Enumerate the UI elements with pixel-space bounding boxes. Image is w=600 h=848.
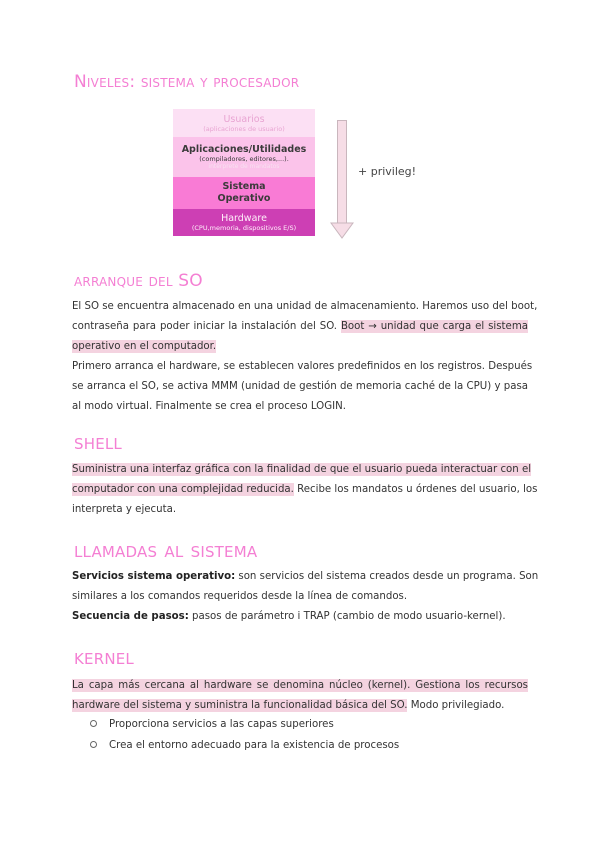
- layer-title-2: Operativo: [217, 193, 271, 204]
- layer-subtitle: (compiladores, editores,...).: [199, 155, 289, 163]
- privilege-arrow-shaft: [337, 120, 347, 226]
- section-heading-shell: shell: [74, 430, 122, 455]
- list-item-text: Proporciona servicios a las capas superiores: [109, 719, 334, 730]
- text-line: El SO se encuentra almacenado en una unidad de almacenamiento. Haremos uso del boot,: [72, 301, 538, 312]
- kernel-paragraph: [72, 676, 528, 716]
- list-item: [90, 736, 399, 756]
- layer-title: Hardware: [221, 213, 267, 224]
- layer-title: Sistema: [222, 181, 266, 192]
- text-line: [72, 460, 532, 480]
- section-heading-arranque: arranque del SO: [74, 271, 203, 291]
- text-line: [72, 337, 528, 357]
- layer-hardware: [173, 209, 315, 236]
- text-line: al modo virtual. Finalmente se crea el proceso LOGIN.: [72, 401, 346, 412]
- layer-title: Usuarios: [223, 113, 265, 125]
- text-run: Recibe los mandatos u órdenes del usuario, los: [293, 484, 538, 495]
- text-line: [72, 676, 528, 696]
- highlight-shell-2: computador con una complejidad reducida.: [72, 484, 294, 495]
- highlight-shell-1: Suministra una interfaz gráfica con la finalidad de que el usuario pueda interactuar con el: [72, 464, 532, 475]
- privilege-label: + privileg!: [358, 165, 417, 178]
- arranque-paragraph: [72, 297, 538, 417]
- layer-aplicaciones: [173, 137, 315, 177]
- layer-usuarios: [173, 109, 315, 137]
- text-line: interpreta y ejecuta.: [72, 504, 177, 515]
- bold-term: Secuencia de pasos:: [72, 611, 189, 622]
- text-line: se arranca el SO, se activa MMM (unidad de gestión de memoria caché de la CPU) y pasa: [72, 381, 528, 392]
- layer-faint-note: intérprete de mandatos: [208, 163, 280, 170]
- layer-subtitle: (aplicaciones de usuario): [203, 124, 285, 133]
- text-run: pasos de parámetro i TRAP (cambio de modo usuario-kernel).: [188, 611, 506, 622]
- down-arrow-icon: [330, 222, 354, 240]
- text-line: Primero arranca el hardware, se establecen valores predefinidos en los registros. Después: [72, 361, 533, 372]
- layer-subtitle: (CPU,memoria, dispositivos E/S): [191, 224, 297, 232]
- highlight-boot: Boot → unidad que carga el sistema: [340, 321, 528, 332]
- layer-sistema-operativo: [173, 177, 315, 209]
- section-heading-llamadas: llamadas al sistema: [74, 538, 258, 563]
- text-run: contraseña para poder iniciar la instalación del SO.: [72, 321, 341, 332]
- text-line: [72, 696, 528, 716]
- text-line: [72, 567, 539, 587]
- layer-title: Aplicaciones/Utilidades: [181, 144, 307, 155]
- bullet-circle-icon: [90, 720, 97, 727]
- text-run: son servicios del sistema creados desde un programa. Son: [235, 571, 539, 582]
- text-line: [72, 607, 528, 627]
- list-item-text: Crea el entorno adecuado para la existencia de procesos: [109, 740, 400, 751]
- highlight-kernel-2: hardware del sistema y suministra la funcionalidad básica del SO.: [72, 700, 408, 711]
- highlight-operativo: operativo en el computador.: [72, 341, 217, 352]
- bullet-circle-icon: [90, 741, 97, 748]
- section-heading-kernel: kernel: [74, 645, 134, 670]
- text-line: similares a los comandos requeridos desde la línea de comandos.: [72, 591, 408, 602]
- llamadas-paragraph: [72, 567, 539, 627]
- highlight-kernel-1: La capa más cercana al hardware se denomina núcleo (kernel). Gestiona los recursos: [72, 680, 528, 691]
- section-heading-niveles: Niveles: sistema y procesador: [74, 72, 300, 92]
- text-line: [72, 480, 538, 500]
- bold-term: Servicios sistema operativo:: [72, 571, 236, 582]
- text-line: [72, 317, 528, 337]
- text-run: Modo privilegiado.: [407, 700, 505, 711]
- list-item: [90, 715, 334, 735]
- shell-paragraph: [72, 460, 538, 520]
